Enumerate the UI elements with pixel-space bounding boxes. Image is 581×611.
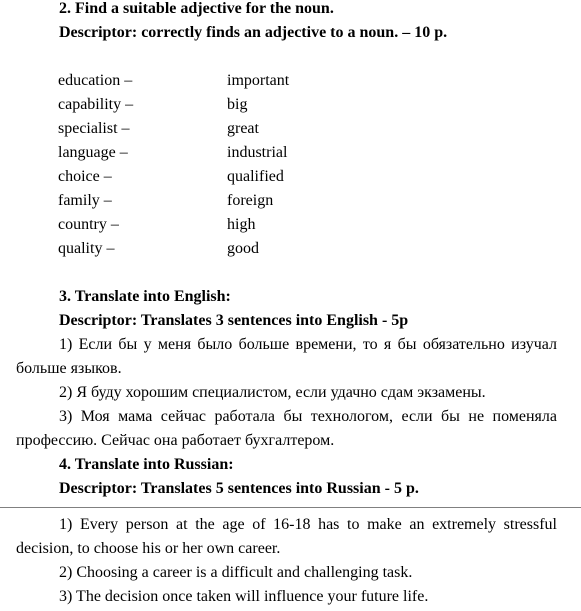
noun-item: choice – <box>58 168 112 185</box>
adjective-item: qualified <box>227 168 284 185</box>
noun-item: language – <box>58 144 128 161</box>
adjective-item: important <box>227 72 290 89</box>
section2-descriptor: Descriptor: correctly finds an adjective to a noun. – 10 p. <box>59 24 448 41</box>
sentence-line: 2) Я буду хорошим специалистом, если удачно сдам экзамены. <box>59 384 486 401</box>
noun-item: country – <box>58 216 119 233</box>
section3-descriptor: Descriptor: Translates 3 sentences into English - 5p <box>59 312 409 329</box>
section3-heading: 3. Translate into English: <box>59 288 231 305</box>
adjective-item: good <box>227 240 259 257</box>
adjective-item: high <box>227 216 256 233</box>
section4-heading: 4. Translate into Russian: <box>59 456 234 473</box>
adjective-item: big <box>227 96 248 113</box>
sentence-line: профессию. Сейчас она работает бухгалтером. <box>16 432 335 449</box>
sentence-line: 1) Every person at the age of 16-18 has to make an extremely stressful <box>59 516 557 533</box>
adjective-item: great <box>227 120 259 137</box>
sentence-line: decision, to choose his or her own career. <box>16 540 281 557</box>
sentence-line: 1) Если бы у меня было больше времени, то я бы обязательно изучал <box>59 336 557 353</box>
section4-descriptor: Descriptor: Translates 5 sentences into Russian - 5 p. <box>59 480 419 497</box>
page-divider <box>0 507 581 508</box>
adjective-item: industrial <box>227 144 288 161</box>
noun-item: capability – <box>58 96 134 113</box>
noun-item: specialist – <box>58 120 130 137</box>
sentence-line: 2) Choosing a career is a difficult and challenging task. <box>59 564 413 581</box>
noun-item: quality – <box>58 240 115 257</box>
noun-item: family – <box>58 192 112 209</box>
noun-item: education – <box>58 72 133 89</box>
sentence-line: 3) The decision once taken will influence your future life. <box>59 588 429 605</box>
adjective-item: foreign <box>227 192 274 209</box>
sentence-line: 3) Моя мама сейчас работала бы технологом, если бы не поменяла <box>59 408 557 425</box>
sentence-line: больше языков. <box>16 360 122 377</box>
section2-heading: 2. Find a suitable adjective for the noun. <box>59 0 334 17</box>
